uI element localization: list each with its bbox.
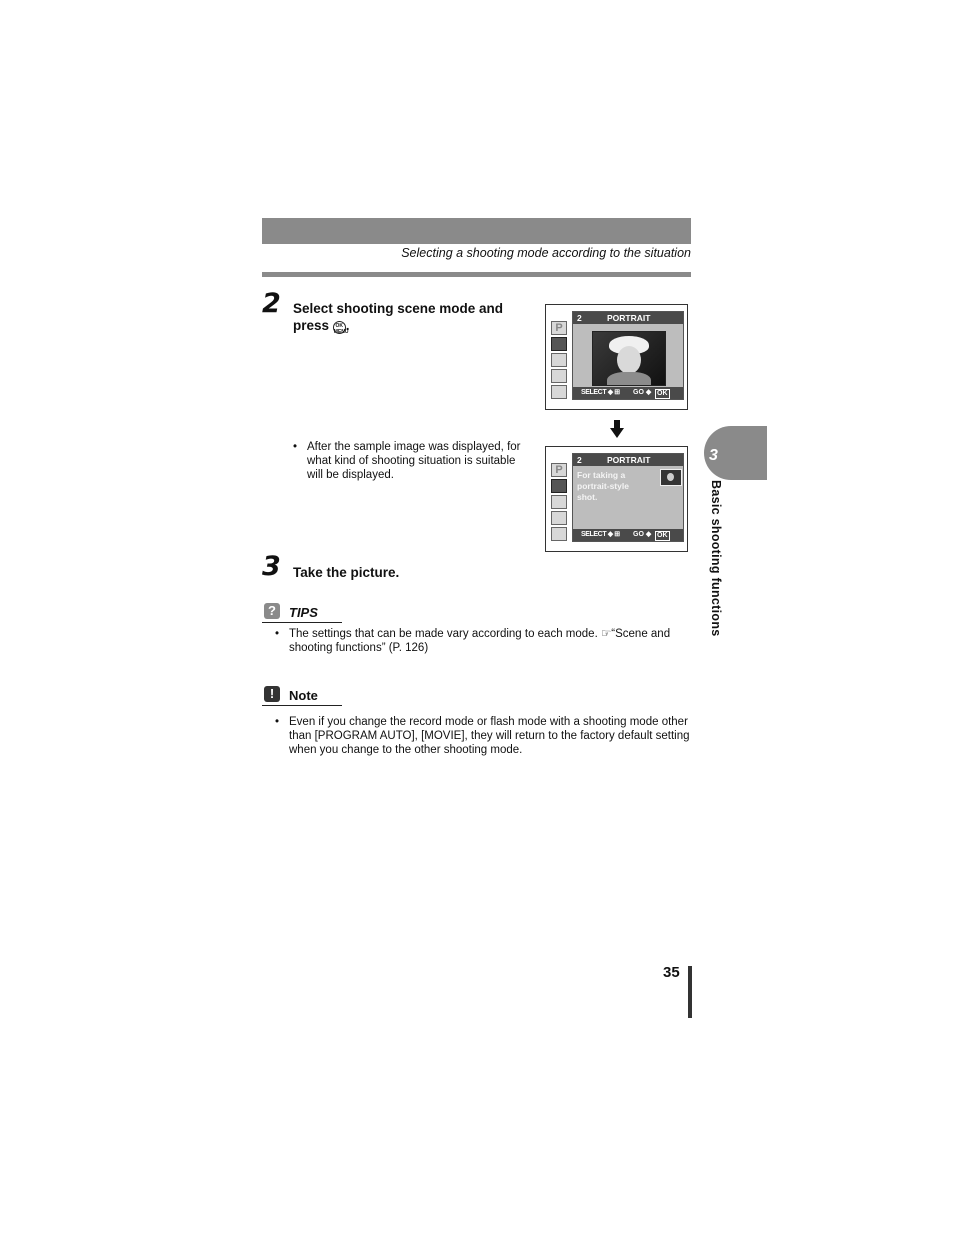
landscape-portrait-mode-icon: [551, 353, 567, 367]
arrow-down-icon: [610, 420, 624, 438]
ok-key-icon: OK: [657, 532, 668, 539]
landscape-portrait-mode-icon: [551, 495, 567, 509]
step-2-period: .: [345, 318, 350, 333]
tips-bullet: [275, 627, 691, 657]
note-heading: Note: [289, 688, 318, 703]
section-subtitle: Selecting a shooting mode according to the situation: [401, 246, 691, 260]
step-2-line-1: Select shooting scene mode and: [293, 301, 504, 316]
mode-icon-column: [551, 321, 569, 401]
note-underline: [262, 705, 342, 706]
program-mode-icon: P: [551, 321, 567, 335]
mode-icon-column: [551, 463, 569, 543]
page-number: 35: [663, 964, 680, 981]
portrait-thumbnail: [660, 469, 682, 486]
page-number-bar: [688, 966, 692, 1018]
go-hint: GO ◆: [633, 389, 652, 396]
mode-title: PORTRAIT: [607, 455, 651, 465]
mode-number: 2: [577, 455, 582, 465]
chapter-number: 3: [709, 447, 718, 464]
ok-button-icon: OK MENU: [333, 323, 349, 335]
mode-title: PORTRAIT: [607, 313, 651, 323]
landscape-mode-icon: [551, 511, 567, 525]
note-line-1: Even if you change the record mode or flash mode with a shooting mode other: [289, 716, 688, 728]
note-line-3: when you change to the other shooting mode.: [289, 744, 523, 756]
bullet-dot: •: [275, 716, 280, 728]
step-2-press-text: press: [293, 318, 330, 333]
landscape-mode-icon: [551, 369, 567, 383]
header-rule: [262, 272, 691, 277]
tips-question-icon: ?: [264, 603, 280, 619]
screen-panel: [572, 453, 684, 542]
step-3-number: 3: [262, 551, 281, 582]
step-2-number: 2: [262, 288, 281, 319]
header-bar: [262, 218, 691, 244]
program-mode-icon: P: [551, 463, 567, 477]
reference-icon: ☞: [600, 628, 612, 640]
step-2-bullet-text: After the sample image was displayed, for what kind of shooting situation is suitable will be displayed.: [307, 441, 521, 481]
tips-heading: TIPS: [289, 605, 318, 620]
go-hint: GO ◆: [633, 531, 652, 538]
night-scene-mode-icon: [551, 527, 567, 541]
tips-line-2: shooting functions” (P. 126): [289, 642, 429, 654]
ok-key-icon: OK: [657, 390, 668, 397]
step-2-line-2: [293, 317, 533, 334]
screen-title-bar: [573, 454, 683, 466]
camera-screen-portrait-description: [545, 446, 688, 552]
step-3-instruction: Take the picture.: [293, 565, 400, 580]
camera-screen-portrait-sample: [545, 304, 688, 410]
note-line-2: than [PROGRAM AUTO], [MOVIE], they will return to the factory default setting: [289, 730, 690, 742]
bullet-dot: •: [275, 628, 280, 640]
tips-line-1: The settings that can be made vary according to each mode.: [289, 628, 598, 640]
night-scene-mode-icon: [551, 385, 567, 399]
screen-bottom-bar: [573, 387, 683, 399]
portrait-mode-icon: [551, 479, 567, 493]
select-hint: SELECT ◆ ⊞: [581, 531, 620, 538]
note-exclamation-icon: !: [264, 686, 280, 702]
bullet-dot: •: [293, 441, 298, 453]
tips-underline: [262, 622, 342, 623]
step-2-instruction: [293, 300, 533, 334]
tips-line-1-ref: “Scene and: [611, 628, 671, 640]
screen-panel: [572, 311, 684, 400]
select-hint: SELECT ◆ ⊞: [581, 389, 620, 396]
step-2-bullet: [293, 440, 533, 488]
mode-number: 2: [577, 313, 582, 323]
note-bullet-text: [289, 715, 690, 757]
note-bullet: [275, 715, 691, 759]
chapter-title: Basic shooting functions: [709, 480, 723, 637]
portrait-mode-icon: [551, 337, 567, 351]
screen-bottom-bar: [573, 529, 683, 541]
screen-title-bar: [573, 312, 683, 324]
mode-description: For taking a portrait-style shot.: [577, 470, 629, 502]
sample-portrait-photo: [592, 331, 666, 386]
tips-bullet-text: [289, 627, 670, 655]
